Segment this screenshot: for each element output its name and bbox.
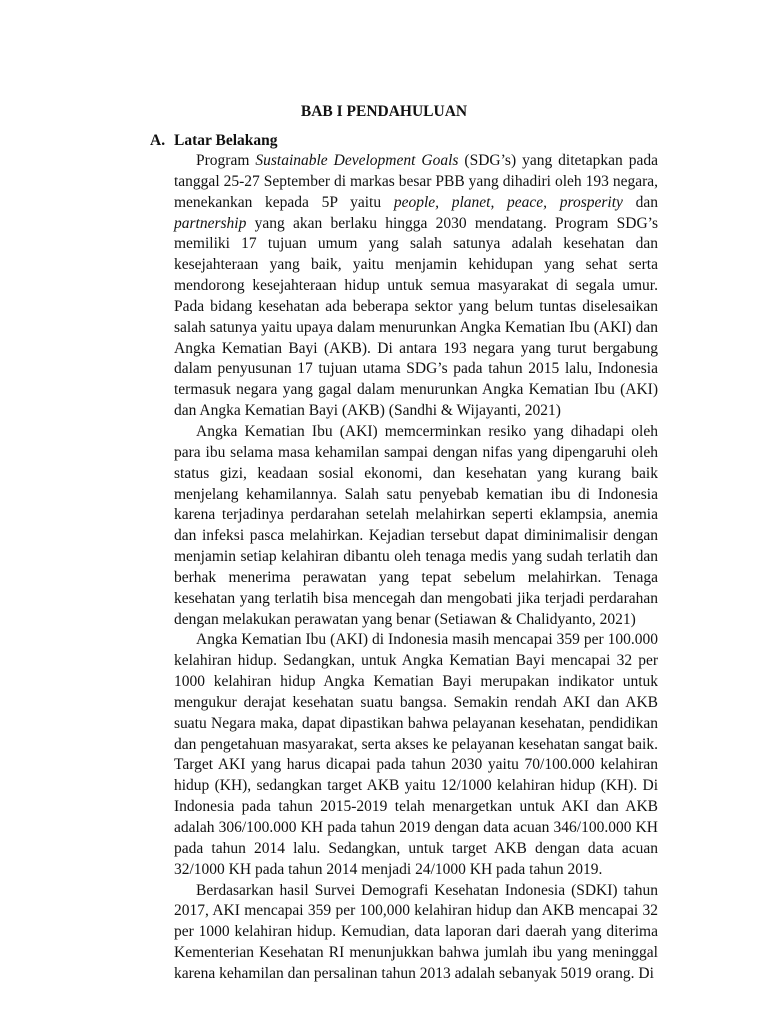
text-run: Angka Kematian Ibu (AKI) di Indonesia masih mencapai 359 per 100.000 kelahiran hidup. Sedangkan, untuk Angka Kematian Bayi mencapai 32 per 1000 kelahiran hidup Angka Kematian Bayi merupakan indikator untuk mengukur derajat kesehatan suatu bangsa. Semakin rendah AKI dan AKB suatu Negara maka, dapat dipastikan bahwa pelayanan kesehatan, pendidikan dan pengetahuan masyarakat, serta akses ke pelayanan kesehatan sangat baik. Target AKI yang harus dicapai pada tahun 2030 yaitu 70/100.000 kelahiran hidup (KH), sedangkan target AKB yaitu 12/1000 kelahiran hidup (KH). Di Indonesia pada tahun 2015-2019 telah menargetkan untuk AKI dan AKB adalah 306/100.000 KH pada tahun 2019 dengan data acuan 346/100.000 KH pada tahun 2014 lalu. Sedangkan, untuk target AKB dengan data acuan 32/1000 KH pada tahun 2014 menjadi 24/1000 KH pada tahun 2019. — [174, 631, 658, 878]
body-text — [174, 151, 658, 985]
text-run: Program — [196, 152, 256, 169]
text-run: (SDG’s) yang ditetapkan pada tanggal 25-27 September di markas besar PBB yang dihadiri oleh 193 negara, menekankan kepada 5P yaitu — [174, 152, 658, 211]
paragraph-1 — [174, 151, 658, 422]
text-run: Berdasarkan hasil Survei Demografi Kesehatan Indonesia (SDKI) tahun 2017, AKI mencapai 359 per 100,000 kelahiran hidup dan AKB mencapai 32 per 1000 kelahiran hidup. Kemudian, data laporan dari daerah yang diterima Kementerian Kesehatan RI menunjukkan bahwa jumlah ibu yang meninggal karena kehamilan dan persalinan tahun 2013 adalah sebanyak 5019 orang. Di — [174, 881, 658, 982]
italic-term: partnership — [174, 214, 247, 232]
paragraph-3 — [174, 630, 658, 880]
paragraph-4 — [174, 881, 658, 985]
italic-term: Sustainable Development Goals — [255, 152, 459, 169]
text-run: dan — [622, 193, 658, 211]
text-run: yang akan berlaku hingga 2030 mendatang. Program SDG’s memiliki 17 tujuan umum yang salah satunya adalah kesehatan dan kesejahteraan yang baik, yaitu menjamin kehidupan yang sehat serta mendorong kesejahteraan hidup untuk semua masyarakat di segala umur. Pada bidang kesehatan ada beberapa sektor yang belum tuntas diselesaikan salah satunya yaitu upaya dalam menurunkan Angka Kematian Ibu (AKI) dan Angka Kematian Bayi (AKB). Di antara 193 negara yang turut bergabung dalam penyusunan 17 tujuan utama SDG’s pada tahun 2015 lalu, Indonesia termasuk negara yang gagal dalam menurunkan Angka Kematian Ibu (AKI) dan Angka Kematian Bayi (AKB) (Sandhi & Wijayanti, 2021) — [174, 214, 658, 420]
section-title: Latar Belakang — [174, 132, 278, 149]
section-letter: A. — [150, 132, 166, 149]
italic-term: people, planet, peace, prosperity — [393, 193, 623, 211]
paragraph-2 — [174, 422, 658, 630]
chapter-title: BAB I PENDAHULUAN — [300, 103, 468, 120]
text-run: Angka Kematian Ibu (AKI) memcerminkan resiko yang dihadapi oleh para ibu selama masa kehamilan sampai dengan nifas yang dipengaruhi oleh status gizi, keadaan sosial ekonomi, dan kesehatan yang kurang baik menjelang kehamilannya. Salah satu penyebab kematian ibu di Indonesia karena terjadinya perdarahan setelah melahirkan seperti eklampsia, anemia dan infeksi pasca melahirkan. Kejadian tersebut dapat diminimalisir dengan menjamin setiap kelahiran dibantu oleh tenaga medis yang sudah terlatih dan berhak menerima perawatan yang tepat sebelum melahirkan. Tenaga kesehatan yang terlatih bisa mencegah dan mengobati jika terjadi perdarahan dengan melakukan perawatan yang benar (Setiawan & Chalidyanto, 2021) — [174, 422, 658, 628]
section-heading — [150, 131, 278, 151]
